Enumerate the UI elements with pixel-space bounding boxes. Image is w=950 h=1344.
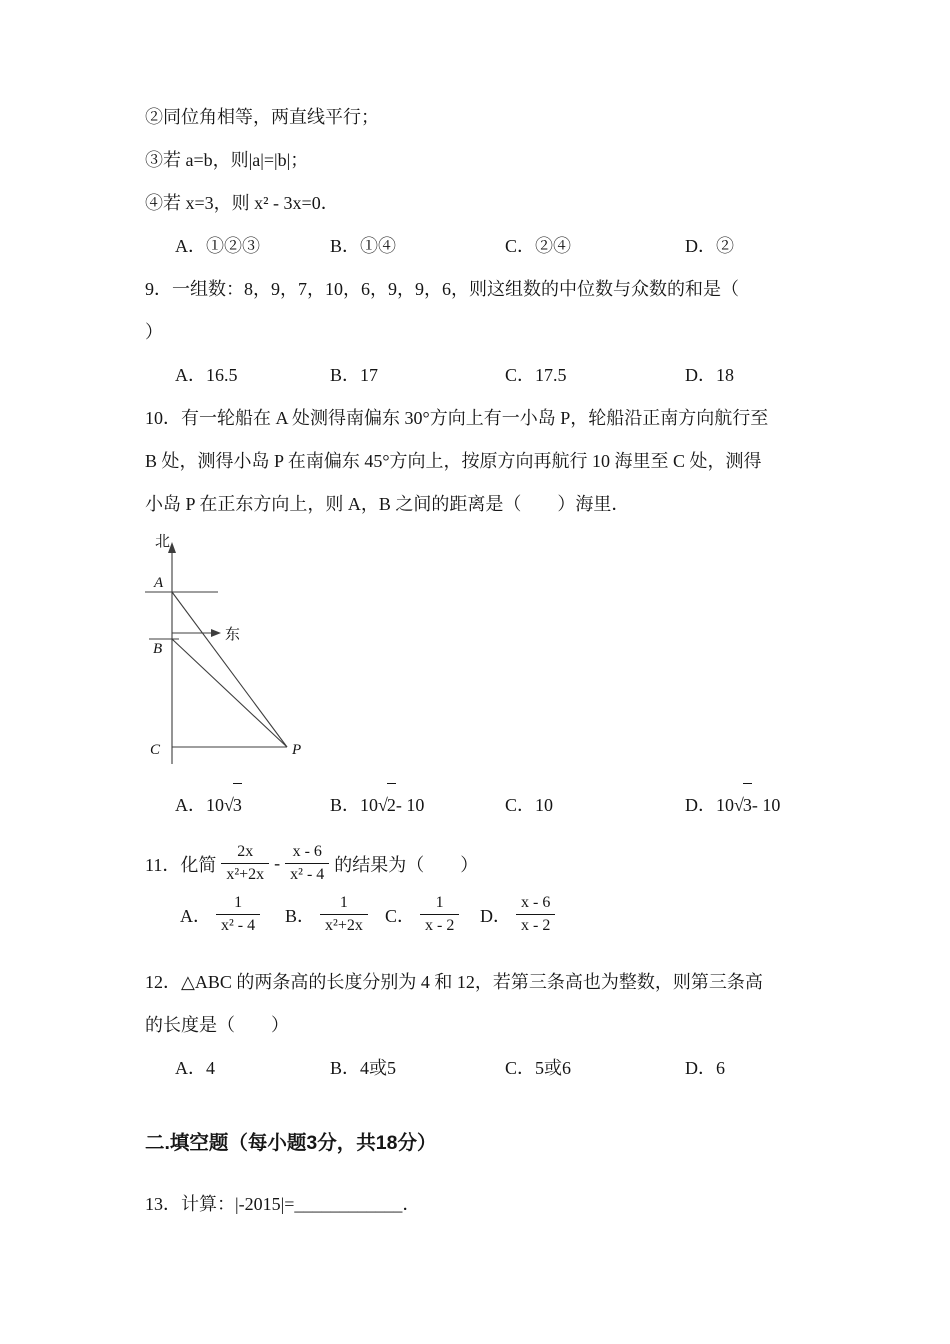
option-d: D．18 — [685, 365, 734, 385]
north-label: 北 — [155, 534, 171, 550]
option-a: A．①②③ — [175, 236, 260, 256]
statement-line: ④若 x=3，则 x² - 3x=0． — [145, 193, 339, 213]
option-text: A．10 — [175, 794, 224, 815]
q8-options — [145, 225, 850, 268]
fraction — [420, 894, 459, 935]
option-text: B．10 — [330, 794, 379, 815]
q10-options — [145, 783, 850, 827]
option-label: B． — [285, 905, 316, 926]
denominator: x - 2 — [425, 917, 455, 934]
option-a: A．4 — [175, 1058, 215, 1078]
q11-options — [145, 894, 850, 935]
denominator: x²+2x — [226, 866, 265, 883]
option-c — [505, 783, 685, 827]
q11-prefix: 11．化简 — [145, 854, 217, 875]
option-text: - 10 — [395, 794, 425, 815]
option-a — [180, 894, 285, 935]
fraction — [516, 894, 555, 935]
q12-text: 12．△ABC 的两条高的长度分别为 4 和 12，若第三条高也为整数，则第三条高 — [145, 972, 763, 992]
numerator: x - 6 — [285, 843, 329, 864]
radicand: 2 — [387, 783, 396, 827]
point-b-label: B — [153, 641, 163, 657]
numerator: 1 — [216, 894, 260, 915]
east-label: 东 — [225, 627, 241, 643]
option-label: A． — [180, 905, 211, 926]
radical-sign: √ — [224, 794, 234, 815]
q10-text: B 处，测得小岛 P 在南偏东 45°方向上，按原方向再航行 10 海里至 C 处，测得 — [145, 451, 762, 471]
q10-figure — [145, 530, 355, 772]
q9-options — [145, 354, 850, 397]
option-d: D．② — [685, 236, 734, 256]
q10-text: 10．有一轮船在 A 处测得南偏东 30°方向上有一小岛 P，轮船沿正南方向航行至 — [145, 408, 769, 428]
q12-text: 的长度是（ ） — [145, 1015, 289, 1035]
q9-text-wrap: ） — [145, 322, 163, 342]
option-c — [385, 894, 480, 935]
radical-sign: √ — [734, 794, 744, 815]
denominator: x - 2 — [521, 917, 551, 934]
option-a — [175, 783, 330, 827]
option-text: C．10 — [505, 794, 554, 815]
numerator: 2x — [221, 843, 269, 864]
point-a-label: A — [154, 575, 164, 591]
q10-figure-wrap — [145, 530, 850, 777]
fraction — [216, 894, 260, 935]
q11-suffix: 的结果为（ ） — [334, 854, 479, 875]
fraction — [285, 843, 329, 884]
option-b: B．4或5 — [330, 1058, 397, 1078]
line-a-p — [172, 592, 287, 747]
statement-line: ②同位角相等，两直线平行； — [145, 107, 379, 127]
numerator: x - 6 — [516, 894, 555, 915]
option-text: D．10 — [685, 794, 734, 815]
fraction — [221, 843, 269, 884]
denominator: x²+2x — [325, 917, 363, 934]
fraction — [320, 894, 368, 935]
point-p-label: P — [292, 742, 302, 758]
option-b: B．①④ — [330, 236, 397, 256]
point-c-label: C — [150, 742, 161, 758]
option-c: C．5或6 — [505, 1058, 572, 1078]
option-b — [285, 894, 385, 935]
option-label: D． — [480, 905, 511, 926]
option-text: - 10 — [751, 794, 781, 815]
numerator: 1 — [320, 894, 368, 915]
q13-text: 13．计算：|-2015|=____________． — [145, 1194, 421, 1214]
radicand: 3 — [743, 783, 752, 827]
denominator: x² - 4 — [221, 917, 256, 934]
line-b-p — [172, 639, 287, 747]
option-a: A．16.5 — [175, 365, 238, 385]
option-d — [480, 894, 850, 935]
option-c: C．②④ — [505, 236, 572, 256]
option-b — [330, 783, 505, 827]
statement-line: ③若 a=b，则|a|=|b|； — [145, 150, 309, 170]
option-label: C． — [385, 905, 416, 926]
radical-sign: √ — [378, 794, 388, 815]
section-heading: 二.填空题（每小题3分，共18分） — [145, 1132, 437, 1154]
option-b: B．17 — [330, 365, 379, 385]
q10-text: 小岛 P 在正东方向上，则 A，B 之间的距离是（ ）海里． — [145, 494, 630, 514]
east-arrowhead — [211, 629, 221, 637]
radicand: 3 — [233, 783, 242, 827]
option-d: D．6 — [685, 1058, 725, 1078]
q9-text: 9．一组数：8，9，7，10，6，9，9，6，则这组数的中位数与众数的和是（ — [145, 279, 739, 299]
q12-options — [145, 1047, 850, 1090]
numerator: 1 — [420, 894, 459, 915]
option-c: C．17.5 — [505, 365, 567, 385]
option-d — [685, 783, 850, 827]
denominator: x² - 4 — [290, 866, 325, 883]
minus-sign: - — [274, 853, 281, 873]
q11-statement — [145, 843, 850, 884]
